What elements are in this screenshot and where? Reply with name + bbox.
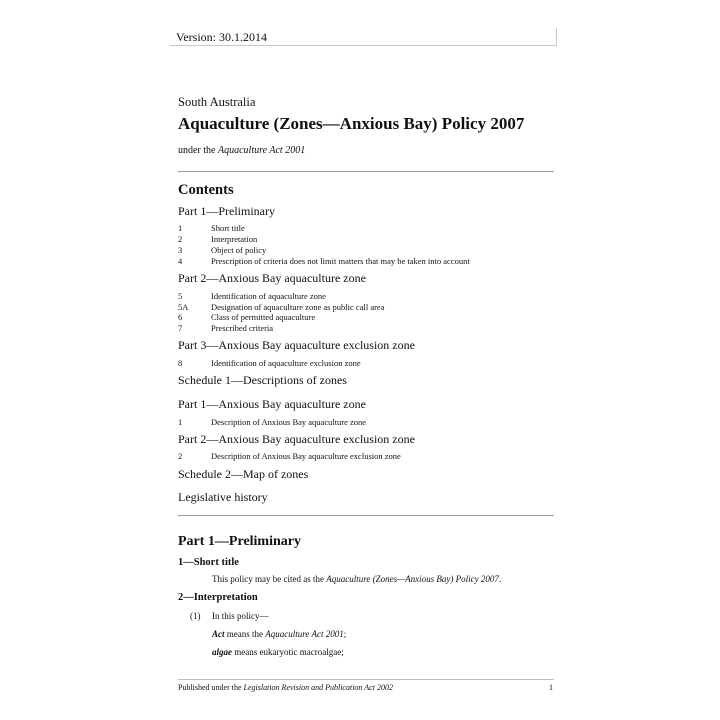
toc-item-number: 2 <box>178 451 183 461</box>
toc-schedule-part-1[interactable]: Part 1—Anxious Bay aquaculture zone <box>178 397 366 411</box>
section-1-text <box>212 574 501 584</box>
toc-schedule-part-2[interactable]: Part 2—Anxious Bay aquaculture exclusion zone <box>178 432 415 446</box>
under-act-line <box>178 145 305 156</box>
toc-item-text: Prescription of criteria does not limit matters that may be taken into account <box>211 256 470 266</box>
under-act-name: Aquaculture Act 2001 <box>218 145 306 156</box>
toc-item-number: 3 <box>178 245 183 255</box>
toc-item-number: 5A <box>178 302 189 312</box>
toc-item-text: Description of Anxious Bay aquaculture zone <box>211 417 367 427</box>
toc-legislative-history[interactable]: Legislative history <box>178 490 268 504</box>
toc-item-text: Interpretation <box>211 234 258 244</box>
document-title: Aquaculture (Zones—Anxious Bay) Policy 2007 <box>178 114 525 133</box>
jurisdiction-label: South Australia <box>178 95 256 109</box>
footer-prefix: Published under the <box>178 683 244 692</box>
version-label: Version: 30.1.2014 <box>170 28 557 46</box>
toc-item-number: 1 <box>178 417 183 427</box>
footer-act-name: Legislation Revision and Publication Act 2002 <box>243 683 393 692</box>
definition-end: ; <box>343 629 347 639</box>
toc-part-2[interactable]: Part 2—Anxious Bay aquaculture zone <box>178 271 366 285</box>
toc-item-text: Prescribed criteria <box>211 323 274 333</box>
under-prefix: under the <box>178 145 218 156</box>
definition-rest: means eukaryotic macroalgae; <box>232 647 344 657</box>
policy-citation: Aquaculture (Zones—Anxious Bay) Policy 2007 <box>326 574 499 584</box>
toc-item-text: Class of permitted aquaculture <box>211 312 316 322</box>
toc-item-text: Designation of aquaculture zone as public call area <box>211 302 385 312</box>
section-1-heading: 1—Short title <box>178 557 239 568</box>
subsection-number: (1) <box>190 611 201 621</box>
toc-item-text: Identification of aquaculture zone <box>211 291 326 301</box>
part-1-heading: Part 1—Preliminary <box>178 534 301 549</box>
contents-heading: Contents <box>178 182 234 198</box>
footer-text <box>178 683 393 692</box>
subsection-text: In this policy— <box>212 611 269 621</box>
toc-part-3[interactable]: Part 3—Anxious Bay aquaculture exclusion zone <box>178 338 415 352</box>
page-number: 1 <box>549 683 553 692</box>
definition-term: Act <box>212 629 225 639</box>
toc-part-1[interactable]: Part 1—Preliminary <box>178 204 275 218</box>
toc-item-number: 7 <box>178 323 183 333</box>
divider <box>178 171 554 172</box>
toc-schedule-2[interactable]: Schedule 2—Map of zones <box>178 467 309 481</box>
toc-item-number: 8 <box>178 358 183 368</box>
footer-divider <box>178 679 554 680</box>
toc-item-number: 6 <box>178 312 183 322</box>
toc-item-number: 1 <box>178 223 183 233</box>
toc-item-text: Object of policy <box>211 245 267 255</box>
definition-term: algae <box>212 647 232 657</box>
definition-mid: means the <box>224 629 266 639</box>
toc-item-text: Description of Anxious Bay aquaculture exclusion zone <box>211 451 401 461</box>
divider <box>178 515 554 516</box>
section-1-text-suffix: . <box>498 574 502 584</box>
toc-item-text: Short title <box>211 223 245 233</box>
toc-item-text: Identification of aquaculture exclusion zone <box>211 358 361 368</box>
definition-act <box>212 629 346 639</box>
toc-item-number: 2 <box>178 234 183 244</box>
definition-act-name: Aquaculture Act 2001 <box>265 629 344 639</box>
definition-algae <box>212 647 344 657</box>
toc-schedule-1[interactable]: Schedule 1—Descriptions of zones <box>178 373 347 387</box>
section-1-text-prefix: This policy may be cited as the <box>212 574 327 584</box>
toc-item-number: 5 <box>178 291 183 301</box>
toc-item-number: 4 <box>178 256 183 266</box>
section-2-heading: 2—Interpretation <box>178 592 258 603</box>
